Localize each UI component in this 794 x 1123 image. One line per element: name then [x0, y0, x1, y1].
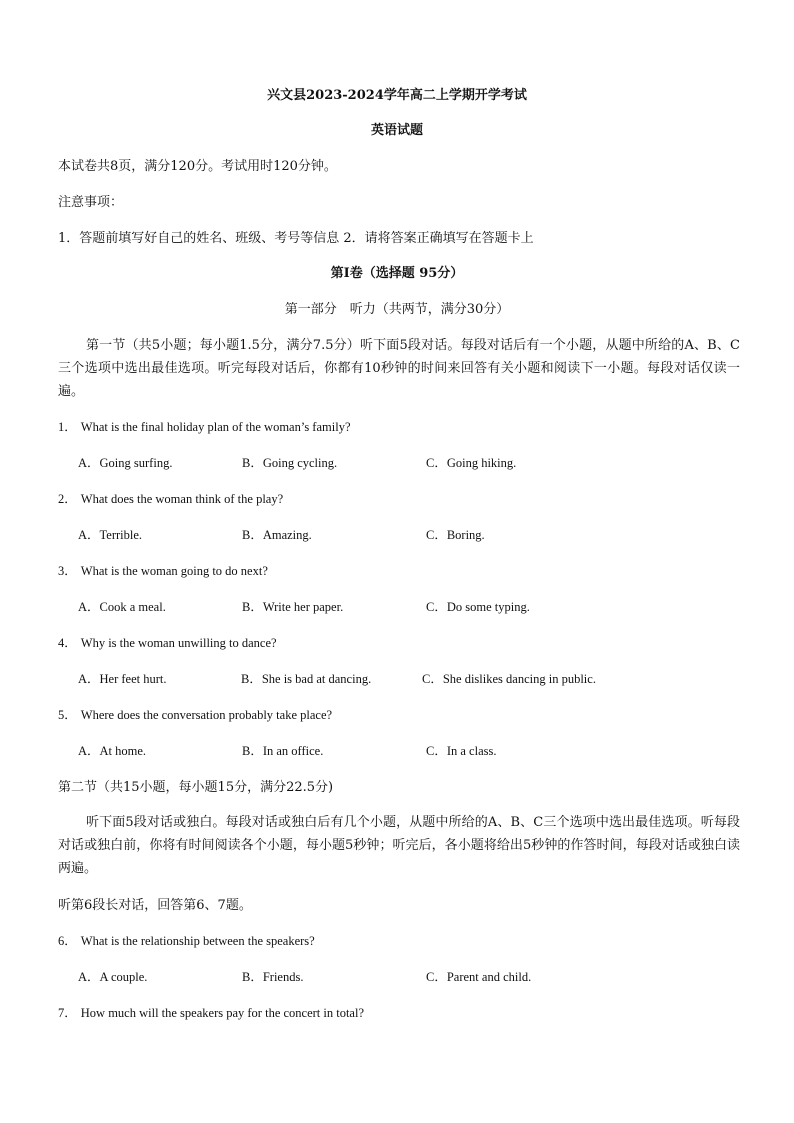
- question-text: How much will the speakers pay for the concert in total?: [80, 1006, 365, 1020]
- question-text: What does the woman think of the play?: [80, 492, 284, 506]
- option-a: A．Going surfing.: [78, 456, 173, 470]
- volume-title: 第I卷（选择题 95分）: [330, 266, 464, 281]
- option-c: C．Parent and child.: [426, 970, 532, 984]
- option-a: A．A couple.: [78, 970, 148, 984]
- question-3: [58, 563, 268, 580]
- option-a: A．At home.: [78, 744, 147, 758]
- option-a: A．Terrible.: [78, 528, 143, 542]
- exam-title: 兴文县2023-2024学年高二上学期开学考试: [267, 88, 527, 103]
- question-text: What is the final holiday plan of the woman’s family?: [80, 420, 351, 434]
- question-number: 3．: [58, 564, 77, 578]
- question-text: Why is the woman unwilling to dance?: [80, 636, 277, 650]
- question-text: What is the relationship between the speakers?: [80, 934, 315, 948]
- option-a: A．Her feet hurt.: [78, 672, 167, 686]
- question-1: [58, 419, 351, 436]
- dialogue-6-note: 听第6段长对话，回答第6、7题。: [58, 898, 252, 913]
- note-item-1: 1．答题前填写好自己的姓名、班级、考号等信息 2．请将答案正确填写在答题卡上: [58, 231, 534, 246]
- option-c: C．In a class.: [426, 744, 497, 758]
- question-number: 7．: [58, 1006, 77, 1020]
- question-text: Where does the conversation probably take place?: [80, 708, 333, 722]
- option-c: C．Boring.: [426, 528, 485, 542]
- option-c: C．She dislikes dancing in public.: [422, 672, 596, 686]
- question-5: [58, 707, 332, 724]
- question-number: 6．: [58, 934, 77, 948]
- question-2: [58, 491, 283, 508]
- notes-heading: 注意事项：: [58, 195, 124, 210]
- question-6: [58, 933, 315, 950]
- option-b: B．She is bad at dancing.: [241, 672, 372, 686]
- part-title: 第一部分 听力（共两节，满分30分）: [284, 302, 510, 317]
- section2-instructions: 听下面5段对话或独白。每段对话或独白后有几个小题，从题中所给的A、B、C三个选项中选出最佳选项。听每段对话或独白前，你将有时间阅读各个小题，每小题5秒钟；听完后，各小题将给出5秒钟的作答时间，每段对话或独白读两遍。: [58, 815, 740, 876]
- question-7: [58, 1005, 364, 1022]
- question-number: 4．: [58, 636, 77, 650]
- subject-title: 英语试题: [370, 123, 423, 138]
- question-number: 1．: [58, 420, 77, 434]
- question-4: [58, 635, 277, 652]
- option-a: A．Cook a meal.: [78, 600, 166, 614]
- option-c: C．Going hiking.: [426, 456, 517, 470]
- option-b: B．In an office.: [242, 744, 324, 758]
- option-c: C．Do some typing.: [426, 600, 530, 614]
- question-text: What is the woman going to do next?: [80, 564, 268, 578]
- question-number: 2．: [58, 492, 77, 506]
- question-number: 5．: [58, 708, 77, 722]
- option-b: B．Write her paper.: [242, 600, 344, 614]
- option-b: B．Friends.: [242, 970, 304, 984]
- section1-instructions: 第一节（共5小题；每小题1.5分，满分7.5分）听下面5段对话。每段对话后有一个小题，从题中所给的A、B、C三个选项中选出最佳选项。听完每段对话后，你都有10秒钟的时间来回答有关小题和阅读下一小题。每段对话仅读一遍。: [58, 338, 740, 399]
- exam-info: 本试卷共8页，满分120分。考试用时120分钟。: [58, 159, 337, 174]
- option-b: B．Going cycling.: [242, 456, 338, 470]
- section2-heading: 第二节（共15小题，每小题15分，满分22.5分): [58, 780, 334, 795]
- option-b: B．Amazing.: [242, 528, 312, 542]
